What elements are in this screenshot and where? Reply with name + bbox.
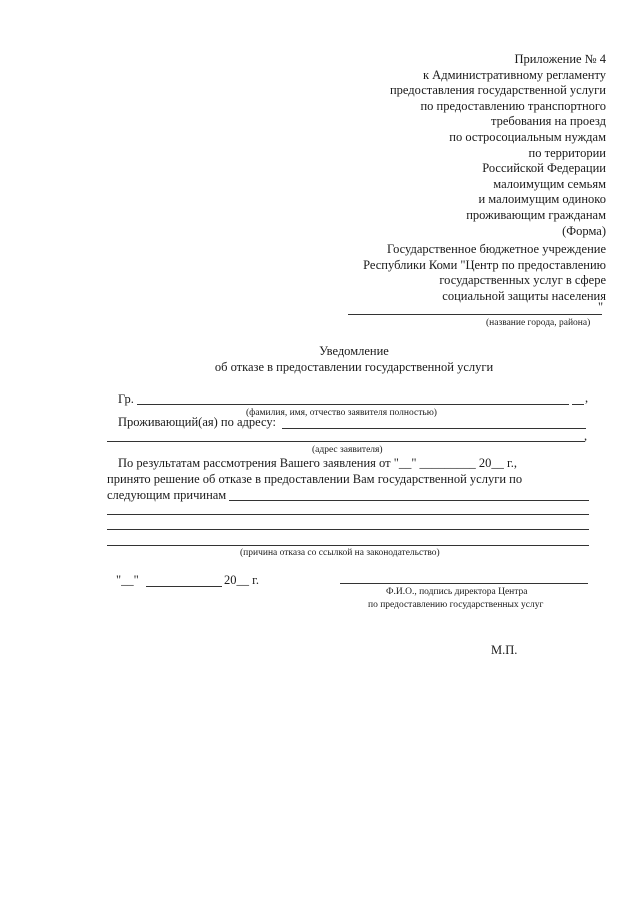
reasons-line-2 (107, 514, 589, 515)
reasons-line-4 (107, 545, 589, 546)
address-label: Проживающий(ая) по адресу: (118, 415, 276, 429)
appendix-header (306, 52, 606, 239)
appendix-line: проживающим гражданам (466, 207, 606, 222)
appendix-line: предоставления государственной услуги (389, 83, 606, 98)
citizen-label: Гр. (118, 392, 134, 406)
city-caption: (название города, района) (486, 318, 591, 328)
result-line-1: По результатам рассмотрения Вашего заявления от "__" _________ 20__ г., (118, 456, 518, 470)
appendix-line: малоимущим семьям (493, 176, 606, 191)
organization-line: Республики Коми "Центр по предоставлению (363, 257, 606, 272)
notice-title: Уведомление (319, 344, 389, 358)
citizen-name-line-end (572, 404, 584, 405)
closing-quote: " (598, 300, 604, 314)
appendix-line: Российской Федерации (482, 161, 606, 176)
appendix-line: (Форма) (562, 223, 606, 238)
address-caption: (адрес заявителя) (312, 445, 383, 455)
organization-line: государственных услуг в сфере (439, 273, 606, 288)
address-line-1 (282, 428, 586, 429)
reasons-line-1 (229, 500, 589, 501)
notice-subtitle: об отказе в предоставлении государственной услуги (214, 360, 494, 374)
result-line-2: принято решение об отказе в предоставлении Вам государственной услуги по (107, 472, 523, 486)
signature-caption-1: Ф.И.О., подпись директора Центра (386, 587, 528, 597)
appendix-line: и малоимущим одиноко (478, 192, 606, 207)
address-line-2 (107, 441, 585, 442)
signature-line (340, 583, 588, 584)
date-year: 20__ г. (224, 573, 259, 587)
date-day: "__" (116, 573, 139, 587)
reasons-caption: (причина отказа со ссылкой на законодательство) (240, 548, 440, 558)
reasons-label: следующим причинам (107, 488, 227, 502)
citizen-comma: , (585, 391, 589, 405)
appendix-line: Приложение № 4 (514, 52, 606, 66)
appendix-line: по территории (528, 145, 606, 160)
appendix-line: требования на проезд (490, 114, 606, 129)
appendix-line: по предоставлению транспортного (420, 98, 606, 113)
signature-caption-2: по предоставлению государственных услуг (368, 600, 544, 610)
address-comma: , (584, 429, 588, 443)
organization-line: социальной защиты населения (442, 288, 606, 303)
reasons-line-3 (107, 529, 589, 530)
stamp-placeholder: М.П. (491, 643, 518, 657)
city-line (348, 314, 602, 315)
citizen-name-line (137, 404, 569, 405)
citizen-caption: (фамилия, имя, отчество заявителя полностью) (246, 408, 437, 418)
appendix-line: к Административному регламенту (422, 67, 606, 82)
date-month-line (146, 586, 222, 587)
organization-block (286, 242, 606, 304)
organization-line: Государственное бюджетное учреждение (386, 242, 606, 256)
appendix-line: по остросоциальным нуждам (449, 129, 606, 144)
